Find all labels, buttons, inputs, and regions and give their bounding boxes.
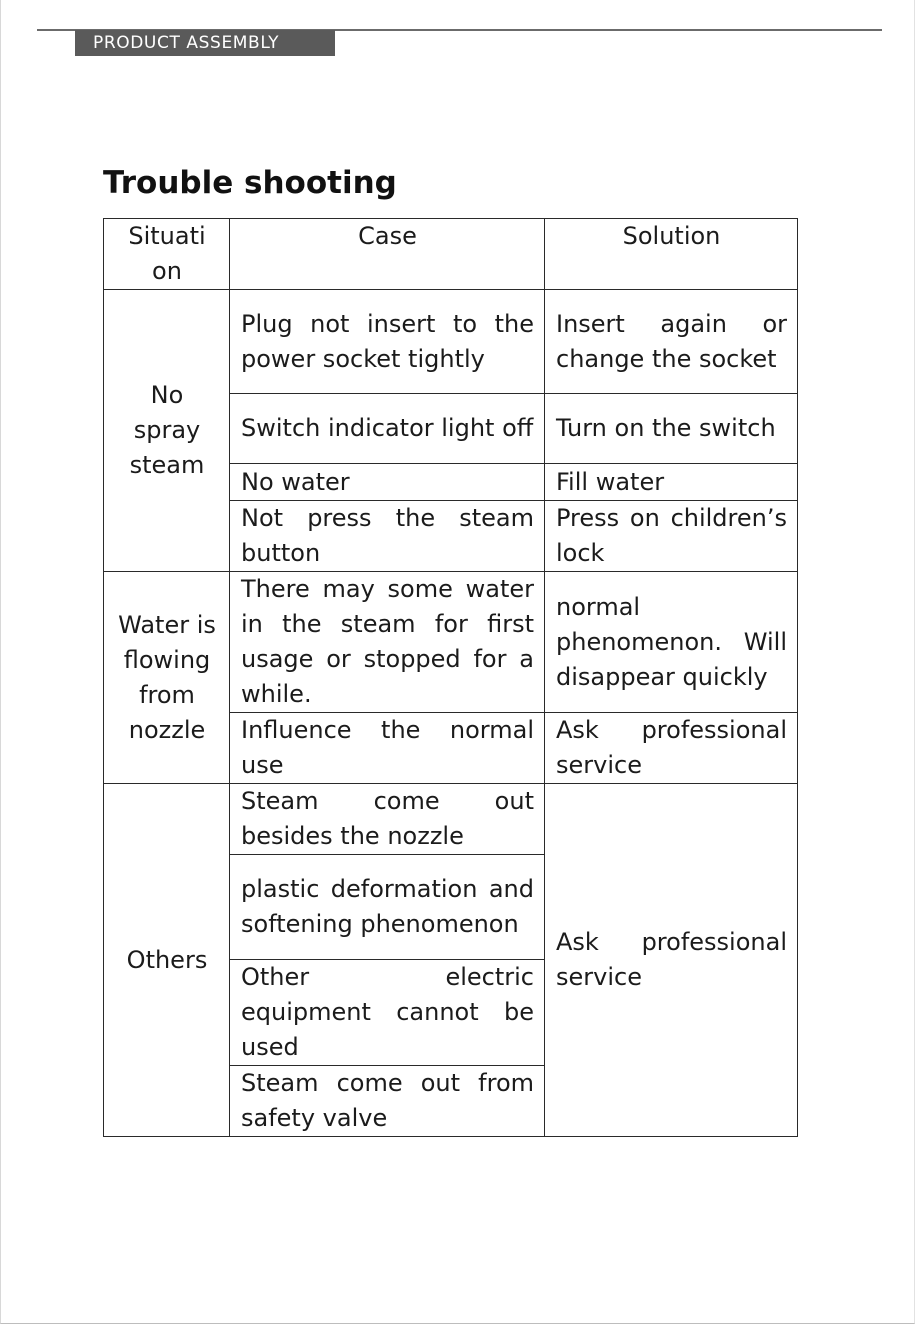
table-row bbox=[104, 572, 798, 713]
case-cell: Influence the normal use bbox=[230, 713, 545, 784]
case-cell: Steam come out besides the nozzle bbox=[230, 784, 545, 855]
troubleshooting-table bbox=[103, 218, 798, 1137]
header-solution: Solution bbox=[545, 219, 798, 290]
case-cell: Switch indicator light off bbox=[230, 394, 545, 464]
header-case: Case bbox=[230, 219, 545, 290]
table-row bbox=[104, 290, 798, 394]
case-cell: No water bbox=[230, 464, 545, 501]
case-cell: plastic deformation and softening phenomenon bbox=[230, 855, 545, 960]
header-row bbox=[104, 219, 798, 290]
case-cell: Plug not insert to the power socket tightly bbox=[230, 290, 545, 394]
solution-cell: Ask professional service bbox=[545, 713, 798, 784]
case-cell: There may some water in the steam for first usage or stopped for a while. bbox=[230, 572, 545, 713]
solution-cell: normal phenomenon. Will disappear quickly bbox=[545, 572, 798, 713]
case-cell: Steam come out from safety valve bbox=[230, 1066, 545, 1137]
situation-cell: Water is flowing from nozzle bbox=[104, 572, 230, 784]
situation-cell: No spray steam bbox=[104, 290, 230, 572]
situation-cell: Others bbox=[104, 784, 230, 1137]
solution-cell: Ask professional service bbox=[545, 784, 798, 1137]
solution-cell: Press on children’s lock bbox=[545, 501, 798, 572]
header-situation: Situati on bbox=[104, 219, 230, 290]
table-row bbox=[104, 784, 798, 855]
solution-cell: Fill water bbox=[545, 464, 798, 501]
case-cell: Other electric equipment cannot be used bbox=[230, 960, 545, 1066]
page-title: Trouble shooting bbox=[103, 165, 397, 201]
case-cell: Not press the steam button bbox=[230, 501, 545, 572]
solution-cell: Insert again or change the socket bbox=[545, 290, 798, 394]
section-label: PRODUCT ASSEMBLY bbox=[75, 30, 335, 56]
solution-cell: Turn on the switch bbox=[545, 394, 798, 464]
